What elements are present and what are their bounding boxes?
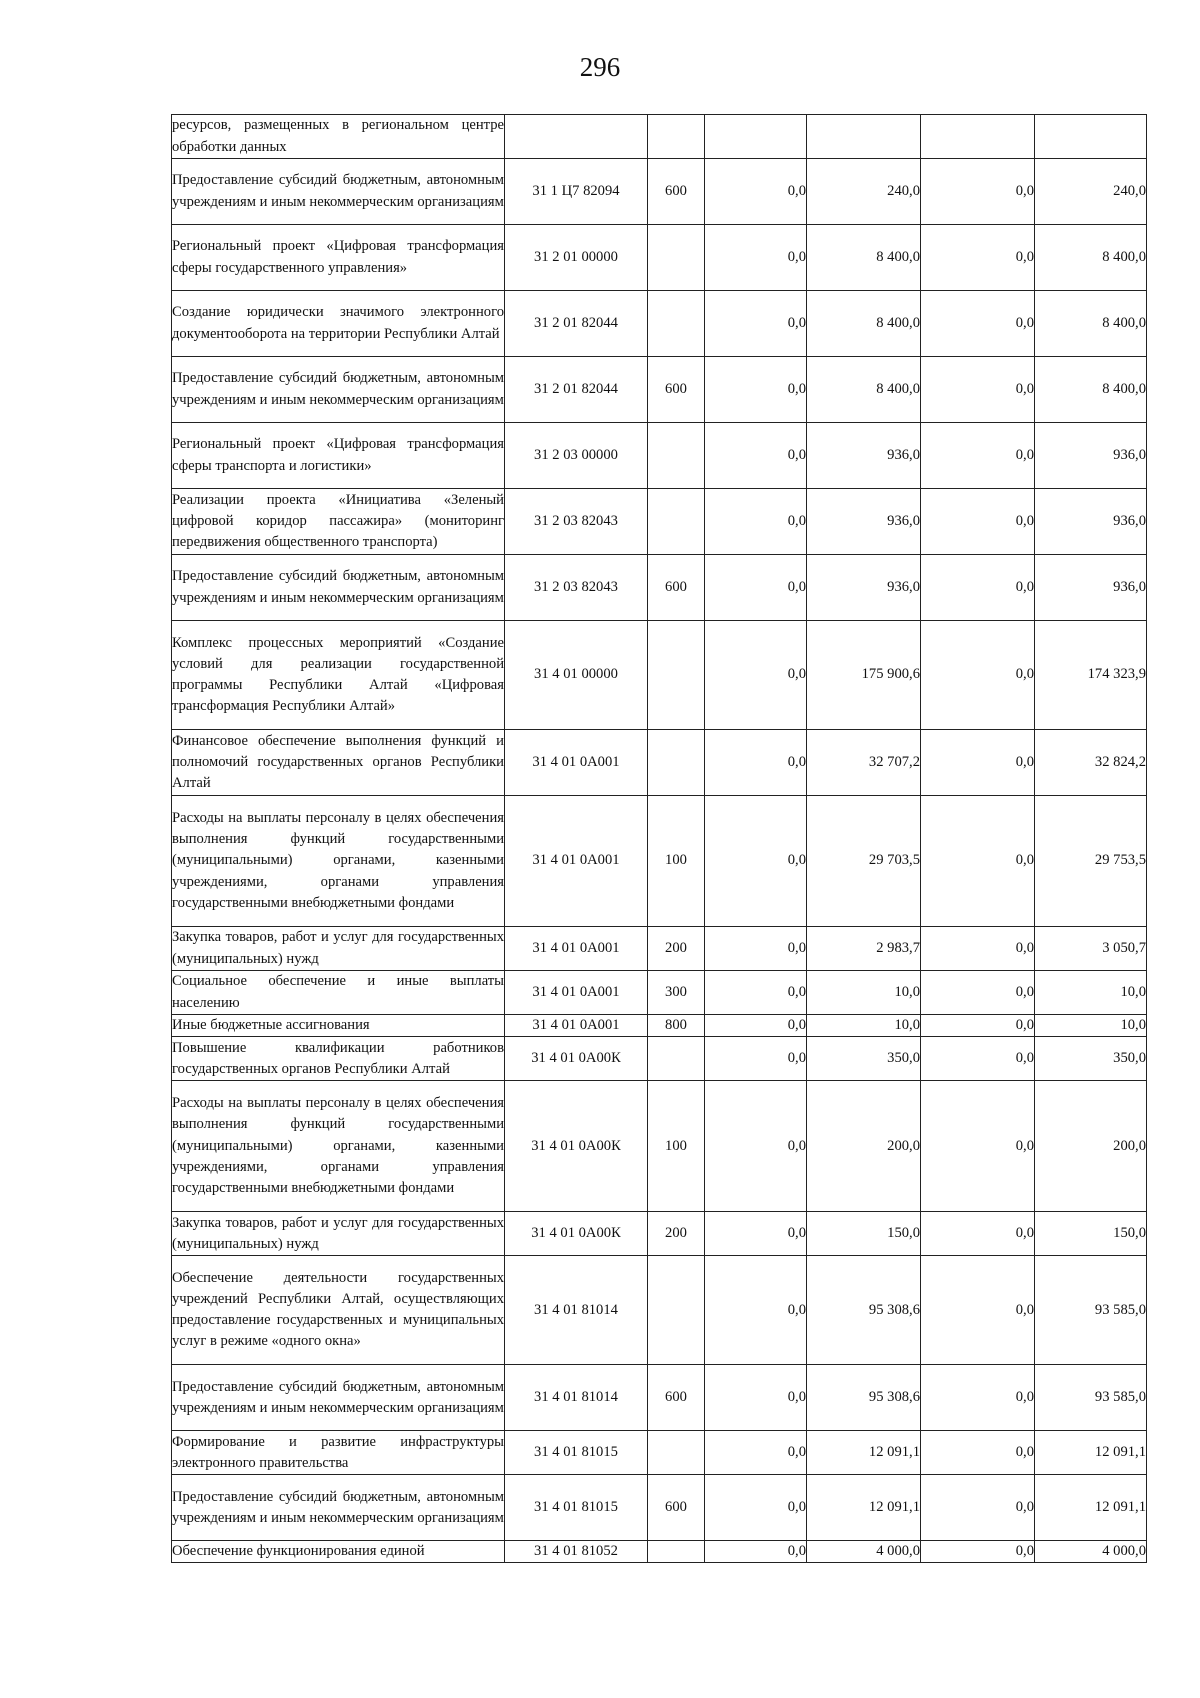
value-col-1-cell: 0,0 <box>705 291 807 357</box>
value-col-4-cell: 240,0 <box>1035 159 1147 225</box>
expense-type-cell: 200 <box>648 1212 705 1256</box>
value-col-2-cell: 95 308,6 <box>807 1365 921 1431</box>
budget-code-cell: 31 2 03 82043 <box>505 489 648 555</box>
value-col-3-cell: 0,0 <box>921 489 1035 555</box>
table-row <box>172 555 1147 621</box>
expense-type-cell <box>648 423 705 489</box>
value-col-4-cell: 8 400,0 <box>1035 291 1147 357</box>
table-row <box>172 357 1147 423</box>
table-row <box>172 159 1147 225</box>
row-name-cell: Социальное обеспечение и иные выплаты населению <box>172 971 505 1015</box>
row-name-cell: Иные бюджетные ассигнования <box>172 1015 505 1037</box>
budget-code-cell <box>505 115 648 159</box>
row-name-cell: Предоставление субсидий бюджетным, автономным учреждениям и иным некоммерческим организациям <box>172 357 505 423</box>
expense-type-cell: 600 <box>648 555 705 621</box>
budget-code-cell: 31 4 01 0А00К <box>505 1037 648 1081</box>
value-col-2-cell: 12 091,1 <box>807 1431 921 1475</box>
value-col-2-cell <box>807 115 921 159</box>
value-col-4-cell: 174 323,9 <box>1035 621 1147 730</box>
row-name-cell: Закупка товаров, работ и услуг для государственных (муниципальных) нужд <box>172 927 505 971</box>
value-col-4-cell <box>1035 115 1147 159</box>
value-col-3-cell: 0,0 <box>921 796 1035 927</box>
value-col-3-cell: 0,0 <box>921 927 1035 971</box>
expense-type-cell: 600 <box>648 1475 705 1541</box>
table-row <box>172 621 1147 730</box>
value-col-2-cell: 95 308,6 <box>807 1256 921 1365</box>
value-col-1-cell: 0,0 <box>705 796 807 927</box>
row-name-cell: Комплекс процессных мероприятий «Создание условий для реализации государственной программы Республики Алтай «Цифровая трансформация Республики Алтай» <box>172 621 505 730</box>
value-col-1-cell: 0,0 <box>705 1212 807 1256</box>
budget-code-cell: 31 4 01 0А001 <box>505 730 648 796</box>
value-col-3-cell: 0,0 <box>921 1431 1035 1475</box>
budget-code-cell: 31 4 01 81015 <box>505 1431 648 1475</box>
expense-type-cell: 800 <box>648 1015 705 1037</box>
value-col-4-cell: 936,0 <box>1035 423 1147 489</box>
value-col-4-cell: 350,0 <box>1035 1037 1147 1081</box>
value-col-3-cell: 0,0 <box>921 971 1035 1015</box>
value-col-4-cell: 29 753,5 <box>1035 796 1147 927</box>
value-col-3-cell: 0,0 <box>921 291 1035 357</box>
budget-code-cell: 31 1 Ц7 82094 <box>505 159 648 225</box>
value-col-2-cell: 12 091,1 <box>807 1475 921 1541</box>
expense-type-cell <box>648 1541 705 1563</box>
budget-code-cell: 31 4 01 81014 <box>505 1256 648 1365</box>
expense-type-cell: 100 <box>648 796 705 927</box>
row-name-cell: Реализации проекта «Инициатива «Зеленый цифровой коридор пассажира» (мониторинг передвижения общественного транспорта) <box>172 489 505 555</box>
row-name-cell: Предоставление субсидий бюджетным, автономным учреждениям и иным некоммерческим организациям <box>172 1475 505 1541</box>
value-col-4-cell: 150,0 <box>1035 1212 1147 1256</box>
table-row <box>172 1475 1147 1541</box>
value-col-4-cell: 10,0 <box>1035 971 1147 1015</box>
budget-code-cell: 31 2 03 00000 <box>505 423 648 489</box>
expense-type-cell <box>648 1037 705 1081</box>
table-row <box>172 291 1147 357</box>
table-row <box>172 1256 1147 1365</box>
value-col-4-cell: 12 091,1 <box>1035 1475 1147 1541</box>
value-col-1-cell: 0,0 <box>705 1256 807 1365</box>
value-col-2-cell: 150,0 <box>807 1212 921 1256</box>
value-col-1-cell: 0,0 <box>705 1475 807 1541</box>
value-col-1-cell: 0,0 <box>705 621 807 730</box>
value-col-4-cell: 93 585,0 <box>1035 1256 1147 1365</box>
value-col-4-cell: 10,0 <box>1035 1015 1147 1037</box>
value-col-3-cell: 0,0 <box>921 1015 1035 1037</box>
value-col-2-cell: 2 983,7 <box>807 927 921 971</box>
expense-type-cell: 600 <box>648 1365 705 1431</box>
value-col-1-cell: 0,0 <box>705 971 807 1015</box>
table-row <box>172 1212 1147 1256</box>
expense-type-cell <box>648 489 705 555</box>
value-col-4-cell: 12 091,1 <box>1035 1431 1147 1475</box>
page-number: 296 <box>579 52 621 82</box>
budget-code-cell: 31 2 01 82044 <box>505 291 648 357</box>
value-col-2-cell: 8 400,0 <box>807 357 921 423</box>
row-name-cell: Предоставление субсидий бюджетным, автономным учреждениям и иным некоммерческим организациям <box>172 555 505 621</box>
row-name-cell: Повышение квалификации работников государственных органов Республики Алтай <box>172 1037 505 1081</box>
value-col-3-cell: 0,0 <box>921 1212 1035 1256</box>
budget-code-cell: 31 4 01 00000 <box>505 621 648 730</box>
value-col-3-cell: 0,0 <box>921 1081 1035 1212</box>
value-col-4-cell: 936,0 <box>1035 489 1147 555</box>
budget-code-cell: 31 4 01 0А001 <box>505 927 648 971</box>
value-col-3-cell: 0,0 <box>921 1541 1035 1563</box>
value-col-1-cell: 0,0 <box>705 1541 807 1563</box>
table-row <box>172 927 1147 971</box>
table-row <box>172 115 1147 159</box>
budget-code-cell: 31 4 01 81052 <box>505 1541 648 1563</box>
row-name-cell: Финансовое обеспечение выполнения функций и полномочий государственных органов Республики Алтай <box>172 730 505 796</box>
value-col-3-cell: 0,0 <box>921 1365 1035 1431</box>
expense-type-cell: 300 <box>648 971 705 1015</box>
budget-code-cell: 31 2 03 82043 <box>505 555 648 621</box>
expense-type-cell: 100 <box>648 1081 705 1212</box>
table-row <box>172 796 1147 927</box>
expense-type-cell: 200 <box>648 927 705 971</box>
row-name-cell: Расходы на выплаты персоналу в целях обеспечения выполнения функций государственными (муниципальными) органами, казенными учреждениями, органами управления государственными внебюджетными фондами <box>172 1081 505 1212</box>
value-col-3-cell: 0,0 <box>921 1037 1035 1081</box>
value-col-3-cell: 0,0 <box>921 555 1035 621</box>
value-col-2-cell: 936,0 <box>807 555 921 621</box>
row-name-cell: Региональный проект «Цифровая трансформация сферы государственного управления» <box>172 225 505 291</box>
table-row <box>172 730 1147 796</box>
table-row <box>172 1365 1147 1431</box>
row-name-cell: Закупка товаров, работ и услуг для государственных (муниципальных) нужд <box>172 1212 505 1256</box>
budget-code-cell: 31 2 01 82044 <box>505 357 648 423</box>
value-col-2-cell: 4 000,0 <box>807 1541 921 1563</box>
expense-type-cell <box>648 621 705 730</box>
budget-code-cell: 31 2 01 00000 <box>505 225 648 291</box>
expense-type-cell <box>648 225 705 291</box>
expense-type-cell <box>648 291 705 357</box>
value-col-2-cell: 8 400,0 <box>807 291 921 357</box>
row-name-cell: Предоставление субсидий бюджетным, автономным учреждениям и иным некоммерческим организациям <box>172 159 505 225</box>
expense-type-cell <box>648 730 705 796</box>
value-col-1-cell: 0,0 <box>705 159 807 225</box>
value-col-2-cell: 936,0 <box>807 423 921 489</box>
value-col-4-cell: 93 585,0 <box>1035 1365 1147 1431</box>
value-col-1-cell: 0,0 <box>705 1365 807 1431</box>
value-col-2-cell: 200,0 <box>807 1081 921 1212</box>
value-col-1-cell: 0,0 <box>705 489 807 555</box>
value-col-4-cell: 4 000,0 <box>1035 1541 1147 1563</box>
table-row <box>172 225 1147 291</box>
value-col-2-cell: 29 703,5 <box>807 796 921 927</box>
value-col-3-cell: 0,0 <box>921 423 1035 489</box>
value-col-2-cell: 350,0 <box>807 1037 921 1081</box>
budget-code-cell: 31 4 01 0А001 <box>505 1015 648 1037</box>
row-name-cell: Создание юридически значимого электронного документооборота на территории Республики Алтай <box>172 291 505 357</box>
budget-code-cell: 31 4 01 0А001 <box>505 796 648 927</box>
value-col-3-cell: 0,0 <box>921 357 1035 423</box>
expense-type-cell <box>648 115 705 159</box>
value-col-4-cell: 8 400,0 <box>1035 357 1147 423</box>
budget-code-cell: 31 4 01 81014 <box>505 1365 648 1431</box>
row-name-cell: Предоставление субсидий бюджетным, автономным учреждениям и иным некоммерческим организациям <box>172 1365 505 1431</box>
value-col-4-cell: 200,0 <box>1035 1081 1147 1212</box>
value-col-3-cell: 0,0 <box>921 1256 1035 1365</box>
row-name-cell: ресурсов, размещенных в региональном центре обработки данных <box>172 115 505 159</box>
value-col-1-cell: 0,0 <box>705 555 807 621</box>
value-col-1-cell: 0,0 <box>705 225 807 291</box>
budget-code-cell: 31 4 01 0А00К <box>505 1081 648 1212</box>
value-col-1-cell: 0,0 <box>705 1081 807 1212</box>
value-col-2-cell: 10,0 <box>807 971 921 1015</box>
row-name-cell: Обеспечение функционирования единой <box>172 1541 505 1563</box>
table-row <box>172 1081 1147 1212</box>
value-col-4-cell: 936,0 <box>1035 555 1147 621</box>
table-row <box>172 1431 1147 1475</box>
row-name-cell: Обеспечение деятельности государственных учреждений Республики Алтай, осуществляющих предоставление государственных и муниципальных услуг в режиме «одного окна» <box>172 1256 505 1365</box>
table-row <box>172 1015 1147 1037</box>
value-col-2-cell: 240,0 <box>807 159 921 225</box>
value-col-4-cell: 3 050,7 <box>1035 927 1147 971</box>
table-row <box>172 1541 1147 1563</box>
value-col-4-cell: 32 824,2 <box>1035 730 1147 796</box>
row-name-cell: Формирование и развитие инфраструктуры электронного правительства <box>172 1431 505 1475</box>
table-row <box>172 971 1147 1015</box>
value-col-3-cell: 0,0 <box>921 159 1035 225</box>
value-col-3-cell: 0,0 <box>921 730 1035 796</box>
budget-code-cell: 31 4 01 81015 <box>505 1475 648 1541</box>
value-col-1-cell: 0,0 <box>705 1015 807 1037</box>
budget-code-cell: 31 4 01 0А001 <box>505 971 648 1015</box>
value-col-4-cell: 8 400,0 <box>1035 225 1147 291</box>
value-col-2-cell: 8 400,0 <box>807 225 921 291</box>
value-col-3-cell: 0,0 <box>921 621 1035 730</box>
expense-type-cell <box>648 1256 705 1365</box>
budget-table-body <box>172 115 1147 1563</box>
budget-table <box>171 114 1147 1563</box>
value-col-2-cell: 10,0 <box>807 1015 921 1037</box>
value-col-3-cell: 0,0 <box>921 1475 1035 1541</box>
value-col-3-cell: 0,0 <box>921 225 1035 291</box>
value-col-1-cell <box>705 115 807 159</box>
value-col-1-cell: 0,0 <box>705 423 807 489</box>
value-col-3-cell <box>921 115 1035 159</box>
value-col-1-cell: 0,0 <box>705 1037 807 1081</box>
expense-type-cell: 600 <box>648 357 705 423</box>
value-col-2-cell: 32 707,2 <box>807 730 921 796</box>
value-col-1-cell: 0,0 <box>705 357 807 423</box>
table-row <box>172 1037 1147 1081</box>
row-name-cell: Расходы на выплаты персоналу в целях обеспечения выполнения функций государственными (муниципальными) органами, казенными учреждениями, органами управления государственными внебюджетными фондами <box>172 796 505 927</box>
table-row <box>172 423 1147 489</box>
value-col-1-cell: 0,0 <box>705 1431 807 1475</box>
value-col-2-cell: 175 900,6 <box>807 621 921 730</box>
expense-type-cell <box>648 1431 705 1475</box>
value-col-1-cell: 0,0 <box>705 927 807 971</box>
table-row <box>172 489 1147 555</box>
budget-code-cell: 31 4 01 0А00К <box>505 1212 648 1256</box>
row-name-cell: Региональный проект «Цифровая трансформация сферы транспорта и логистики» <box>172 423 505 489</box>
value-col-1-cell: 0,0 <box>705 730 807 796</box>
expense-type-cell: 600 <box>648 159 705 225</box>
value-col-2-cell: 936,0 <box>807 489 921 555</box>
